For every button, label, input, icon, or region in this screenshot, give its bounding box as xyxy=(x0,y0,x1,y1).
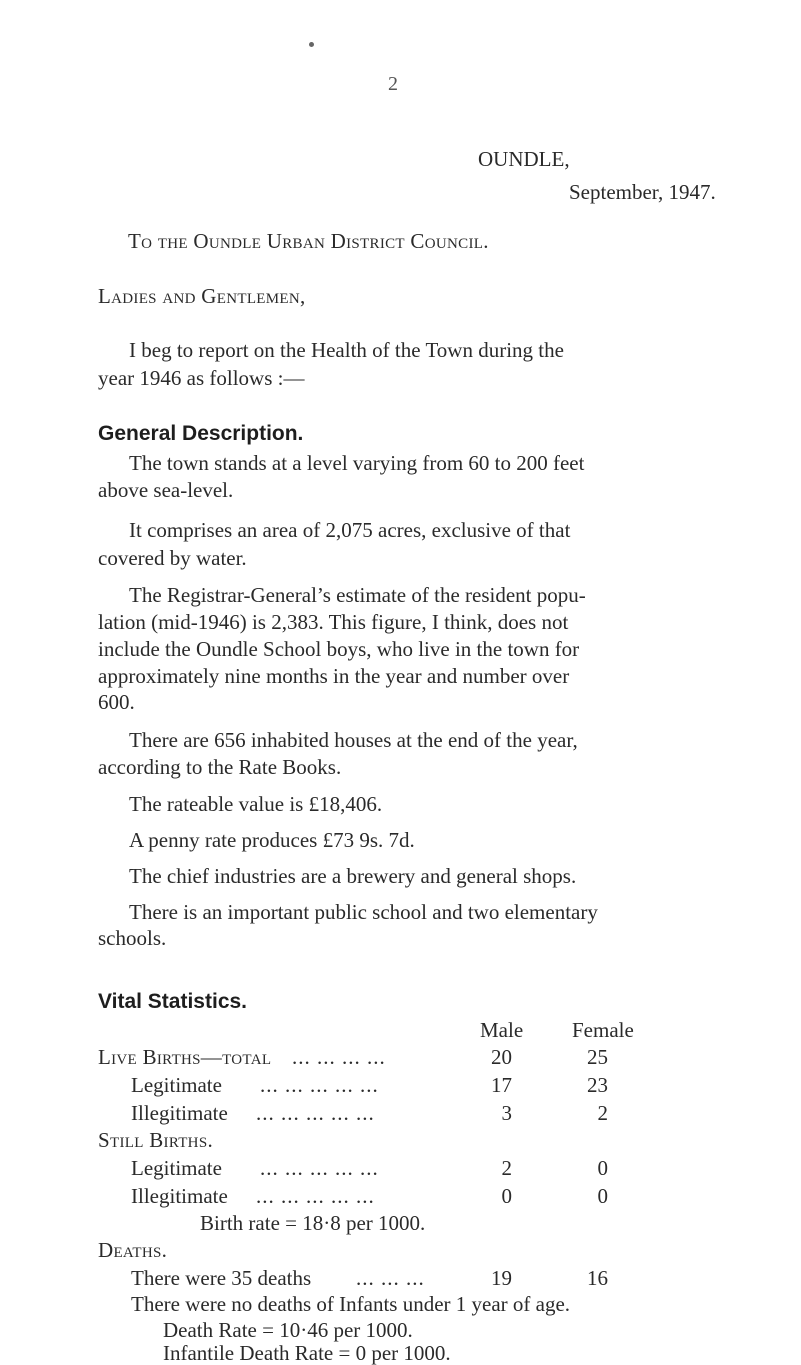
leader-dots: ... ... ... ... ... xyxy=(260,1073,379,1097)
general-line: The chief industries are a brewery and general shops. xyxy=(129,864,577,888)
female-value: 25 xyxy=(587,1045,608,1069)
female-value: 0 xyxy=(597,1156,608,1180)
vital-heading: Vital Statistics. xyxy=(98,990,248,1013)
row-label: Live Births—total xyxy=(98,1045,272,1069)
male-value: 3 xyxy=(501,1101,512,1125)
general-line: approximately nine months in the year and number over xyxy=(98,664,570,688)
general-line: above sea-level. xyxy=(98,478,234,502)
general-line: There are 656 inhabited houses at the end of the year, xyxy=(129,728,578,752)
col-male-header: Male xyxy=(480,1018,524,1042)
general-line: It comprises an area of 2,075 acres, exclusive of that xyxy=(129,518,571,542)
date-line: September, 1947. xyxy=(569,180,716,204)
female-value: 2 xyxy=(597,1101,608,1125)
birth-rate: Birth rate = 18·8 per 1000. xyxy=(200,1211,426,1235)
deaths-heading: Deaths. xyxy=(98,1238,168,1262)
speck-mark xyxy=(309,42,314,47)
row-label: There were 35 deaths xyxy=(131,1266,312,1290)
male-value: 0 xyxy=(501,1184,512,1208)
leader-dots: ... ... ... ... ... xyxy=(256,1184,375,1208)
addressee: To the Oundle Urban District Council. xyxy=(128,229,489,253)
general-line: include the Oundle School boys, who live in the town for xyxy=(98,637,580,661)
general-line: There is an important public school and two elementary xyxy=(129,900,598,924)
leader-dots: ... ... ... ... xyxy=(292,1045,386,1069)
row-label: Illegitimate xyxy=(131,1101,228,1125)
row-label: Legitimate xyxy=(131,1156,222,1180)
place-line: OUNDLE, xyxy=(478,147,570,171)
general-line: The rateable value is £18,406. xyxy=(129,792,383,816)
row-label: Legitimate xyxy=(131,1073,222,1097)
general-line: The Registrar-General’s estimate of the resident popu- xyxy=(129,583,586,607)
general-line: according to the Rate Books. xyxy=(98,755,342,779)
leader-dots: ... ... ... xyxy=(356,1266,425,1290)
male-value: 17 xyxy=(491,1073,512,1097)
leader-dots: ... ... ... ... ... xyxy=(260,1156,379,1180)
still-births-heading: Still Births. xyxy=(98,1128,214,1152)
general-line: schools. xyxy=(98,926,167,950)
general-line: lation (mid-1946) is 2,383. This figure, I think, does not xyxy=(98,610,569,634)
female-value: 16 xyxy=(587,1266,608,1290)
general-line: The town stands at a level varying from 60 to 200 feet xyxy=(129,451,585,475)
male-value: 2 xyxy=(501,1156,512,1180)
infant-note: There were no deaths of Infants under 1 year of age. xyxy=(131,1292,571,1316)
intro-line-1: I beg to report on the Health of the Town during the xyxy=(129,338,564,362)
general-line: 600. xyxy=(98,690,135,714)
general-line: A penny rate produces £73 9s. 7d. xyxy=(129,828,415,852)
infant-rate: Infantile Death Rate = 0 per 1000. xyxy=(163,1341,451,1365)
male-value: 20 xyxy=(491,1045,512,1069)
death-rate: Death Rate = 10·46 per 1000. xyxy=(163,1318,413,1342)
male-value: 19 xyxy=(491,1266,512,1290)
female-value: 0 xyxy=(597,1184,608,1208)
female-value: 23 xyxy=(587,1073,608,1097)
row-label: Illegitimate xyxy=(131,1184,228,1208)
general-line: covered by water. xyxy=(98,546,247,570)
general-heading: General Description. xyxy=(98,422,304,445)
intro-line-2: year 1946 as follows :— xyxy=(98,366,305,390)
col-female-header: Female xyxy=(572,1018,634,1042)
salutation: Ladies and Gentlemen, xyxy=(98,284,306,308)
page-number: 2 xyxy=(388,73,398,95)
leader-dots: ... ... ... ... ... xyxy=(256,1101,375,1125)
